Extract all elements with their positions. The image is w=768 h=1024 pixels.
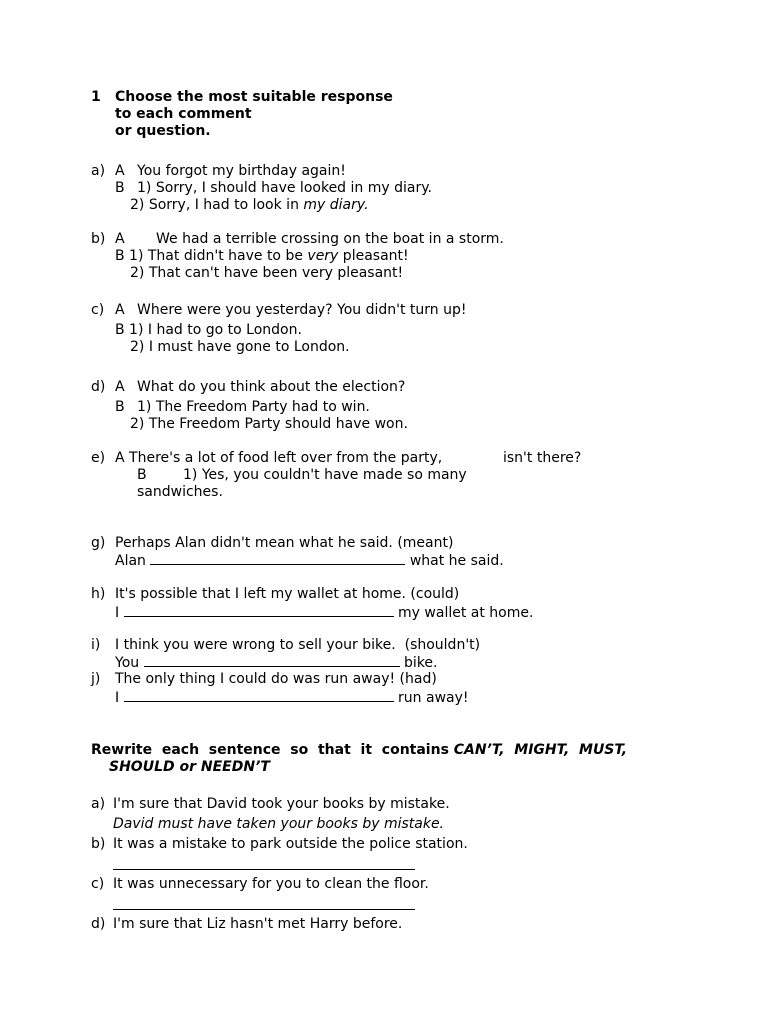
item-g-blank[interactable] [150, 552, 405, 565]
item-d-speaker-b: B [115, 399, 125, 415]
item-c-speaker-a: A [115, 302, 125, 318]
item-e-prompt: A There's a lot of food left over from the party, [115, 450, 443, 466]
item-b-speaker-a: A [115, 231, 125, 247]
item-j-end: run away! [398, 690, 469, 706]
item-g-letter: g) [91, 535, 106, 551]
exercise-title-line-1: Choose the most suitable response [115, 89, 393, 105]
rewrite-heading-line-2: SHOULD or NEEDN’T [109, 759, 270, 775]
rewrite-c-letter: c) [91, 876, 105, 892]
item-c-prompt: Where were you yesterday? You didn't turn up! [137, 302, 467, 318]
item-g-answer-line [115, 552, 504, 570]
item-a-option-2-italic: my diary. [303, 197, 369, 213]
rewrite-c-blank[interactable] [113, 897, 415, 910]
item-a-speaker-b: B [115, 180, 125, 196]
item-b-option-1-text: B 1) That didn't have to be [115, 248, 308, 264]
rewrite-a-sentence: I'm sure that David took your books by mistake. [113, 796, 450, 812]
item-j-blank[interactable] [124, 689, 394, 702]
item-h-start: I [115, 605, 120, 621]
item-c-option-1: B 1) I had to go to London. [115, 322, 302, 338]
rewrite-b-sentence: It was a mistake to park outside the police station. [113, 836, 468, 852]
item-b-option-1-italic: very [307, 248, 339, 264]
item-e-option-1-cont: sandwiches. [137, 484, 223, 500]
rewrite-b-letter: b) [91, 836, 106, 852]
item-b-option-1-end: pleasant! [338, 248, 409, 264]
item-d-option-1: 1) The Freedom Party had to win. [137, 399, 370, 415]
item-i-sentence: I think you were wrong to sell your bike. (shouldn't) [115, 637, 481, 653]
item-e-prompt-tag: isn't there? [503, 450, 582, 466]
item-i-letter: i) [91, 637, 101, 653]
item-h-end: my wallet at home. [398, 605, 534, 621]
item-c-letter: c) [91, 302, 105, 318]
rewrite-d-letter: d) [91, 916, 106, 932]
item-j-sentence: The only thing I could do was run away! (had) [115, 671, 437, 687]
item-j-letter: j) [91, 671, 101, 687]
rewrite-d-sentence: I'm sure that Liz hasn't met Harry before. [113, 916, 403, 932]
item-d-speaker-a: A [115, 379, 125, 395]
item-a-option-2-text: 2) Sorry, I had to look in [130, 197, 304, 213]
item-i-start: You [115, 655, 140, 671]
rewrite-heading-text: Rewrite each sentence so that it contains [91, 742, 454, 758]
item-d-option-2: 2) The Freedom Party should have won. [130, 416, 408, 432]
item-c-option-2: 2) I must have gone to London. [130, 339, 350, 355]
item-a-option-2 [130, 197, 369, 214]
item-b-prompt: We had a terrible crossing on the boat in a storm. [156, 231, 504, 247]
item-h-answer-line [115, 604, 533, 622]
item-h-blank[interactable] [124, 604, 394, 617]
rewrite-c-answer-line [113, 897, 415, 915]
item-h-sentence: It's possible that I left my wallet at home. (could) [115, 586, 460, 602]
exercise-title-line-3: or question. [115, 123, 211, 139]
item-g-end: what he said. [409, 553, 504, 569]
exercise-number: 1 [91, 89, 101, 105]
rewrite-a-letter: a) [91, 796, 106, 812]
item-i-blank[interactable] [144, 654, 400, 667]
item-d-prompt: What do you think about the election? [137, 379, 406, 395]
item-e-option-1: 1) Yes, you couldn't have made so many [183, 467, 467, 483]
rewrite-heading [91, 742, 627, 759]
item-d-letter: d) [91, 379, 106, 395]
item-j-answer-line [115, 689, 469, 707]
item-b-option-1 [115, 248, 409, 265]
item-b-letter: b) [91, 231, 106, 247]
exercise-title-line-2: to each comment [115, 106, 252, 122]
item-g-start: Alan [115, 553, 146, 569]
item-b-option-2: 2) That can't have been very pleasant! [130, 265, 404, 281]
rewrite-heading-modals: CAN’T, MIGHT, MUST, [453, 742, 628, 758]
item-a-speaker-a: A [115, 163, 125, 179]
item-a-prompt: You forgot my birthday again! [137, 163, 346, 179]
item-h-letter: h) [91, 586, 106, 602]
item-a-letter: a) [91, 163, 106, 179]
item-e-letter: e) [91, 450, 106, 466]
item-j-start: I [115, 690, 120, 706]
rewrite-b-blank[interactable] [113, 857, 415, 870]
item-i-answer-line [115, 654, 438, 672]
rewrite-c-sentence: It was unnecessary for you to clean the floor. [113, 876, 429, 892]
rewrite-a-example: David must have taken your books by mistake. [113, 816, 445, 832]
item-e-speaker-b: B [137, 467, 147, 483]
item-a-option-1: 1) Sorry, I should have looked in my diary. [137, 180, 432, 196]
rewrite-b-answer-line [113, 857, 415, 875]
item-i-end: bike. [404, 655, 438, 671]
item-g-sentence: Perhaps Alan didn't mean what he said. (meant) [115, 535, 454, 551]
